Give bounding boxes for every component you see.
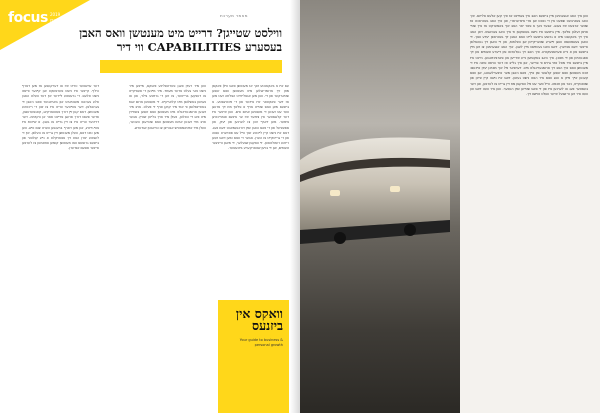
article-column-2 [129,84,206,404]
pull-quote-subtitle: Your guide to business & personal growth [239,338,283,347]
column-text: ווען איך האב אנגעהויבן מיין ביזנעס האב איך געמיינט אז איך קען אלעס אליינס. איך האב געארבעט שפעט אין די נאכט און פרי אינדערפרי, און איך האב געטראכט אז שווער ארבעט איז גענוג. אבער נאך א פאר יאר האב איך באמערקט אז איך שטיי אויפן זעלבן פלאץ. מיין ביזנעס איז נישט געוואקסן ווי איך האב געהאפט. דאן האב איך זיך באקענט מיט א גרופע ביזנעס לייט וואס האבן זיך געטראפן יעדע וואך. זיי האבן געשמועסט וועגן זייערע שוועריקייטן און הצלחות, און זיי האבן זיך געהאלפן איינער דעם אנדערן. דאס האט געטוישט מיין לעבן. איך האב אנגעהויבן צו זען מיין ביזנעס פון א נייע פערספעקטיוו. איך האב זיך געלערנט פון זייערע טעותים און זיך אפגעהיטן פון זיי מאכן. איך האב באקומען נייע אידייען און פארבינדונגען. היינט איז מיין ביזנעס פיר מאל אזוי גרויס ווי פריער, און איך גלייב אז דער הויפט סיבה איז די מענטשן וואס איך האב זיך ארומגערינגלט מיט. דערפאר וויל איך מוטיגן יעדן איינעם: זוכט מענטשן וואס זענען קלוגער פון אייך, וואס האבן מער איבערלעבונג, און וואס קענען אייך ווייזן א וועג וואס איר האט נישט געזען. דאס איז נישט קיין צייכן פון שוואכקייט, נאר פון חכמה. ווייל ווער עס וויל וואקסן מוז זיין גרייט צו לערנען, און דער בעסטער וועג צו לערנען איז פון די וואס שטייען שוין העכער. ווען איר וועט דאס טון וועט איר זען ווי שנעל אייער וועלט טוישט זיך. [470,14,588,97]
page-gutter [290,0,300,413]
right-page [300,0,600,413]
magazine-logo: focus [8,10,48,26]
train-photo [300,0,460,413]
section-label: מאמר מערכת [220,13,248,18]
article-headline: ווילסט שטייגן? דרייט מיט מענטשן וואס האבן בעסערע CAPABILITIES ווי דיר [79,26,282,54]
column-text: דער ערשטער טריט איז צו דערקענען אז מען דארף הילף. קיינער איז נישט פערפעקט און קיינער ווייסט נישט אלעס. די גרעסטע ליידער אין דער וועלט האבן אלע געהאט מענטארס און באראטער וואס האבן זיי געהאלפן. דער צווייטער טריט איז צו זוכן די ריכטיגע מענטשן. דאס קען זיין דורך נעטווארקינג, קאנפערענצן, אדער פשוט דורך פרעגן פריינט פאר אן הקדמה. דער דריטער טריט איז צו זיין גרייט צו געבן. א שייכות איז צוויי-זייטיג, און מען דארף ברענגען ווערט צום טיש. ווען מען טוט דאס, וועלן מענטשן זיין גרייט צו העלפן. אין די לעצטע יארן האט זיך אנטוויקלט א נייע קולטור פון ביזנעס גרופעס וואו מענטשן קומען צוזאמען צו לערנען איינער פונעם אנדערן. [22,84,99,151]
column-text: עס איז א באקאנטע זאך אז מענטשן וואס ווילן וואקסן מוזן זיך ארומרינגלען מיט מענטשן וואס זענען שטארקער פון זיי. ווען מען אנאליזירט הצלחה זעט מען אז דער פאקטאר איז איינער פון די וויכטיגסטע. א ביזנעס מאן וואס שטייט אויף א פלאץ מוז זיך פרעגן ווער עס זענען די מענטשן ארום אים. ווען איינער איז דער קלוגסטער אין צימער איז ער אינעם אומריכטיגן צימער. מען דארף זוכן צו לערנען פון יעדן, און ספעציעל פון די וואס האבן שוין דורכגעמאכט דעם וועג. דאס איז נישט קיין לייכטע זאך ווייל עס פאדערט ענווה און די גרייטקייט צו הערן. אבער די וואס טוען דאס זעען ריזיגע רעזולטאטן. זיי וואקסן שנעלער, זיי מאכן ווייניגער טעותים, און זיי בויען שטארקערע ביזנעסער. [212,84,289,151]
pull-quote-title: וואקס אין ביזנעס [235,306,283,333]
pull-quote-box [218,300,289,413]
headline-highlight [100,60,282,73]
column-text: ווען מיר רעדן וועגן פערזענליכע וואוקס, מיינען מיר נישט נאר געלט אדער מעמד. מיר מיינען די פעאיקייט צו דענקען ברייטער, צו זען די גרויסע בילד, און צו נעמען באשלוסן מיט קלארקייט. די מענטשן ארום אונז באאיינפלוסן ווי אזוי מיר קוקן אויף די וועלט. אויב מיר זענען ארומגערינגלט מיט מענטשן וואס זענען צופרידן מיט וואו זיי האלטן, וועלן מיר אויך בלייבן שטיין. אבער אויב מיר זענען ארום מענטשן וואס שטרעבן העכער, וועלן מיר אויטאמאטיש אנהייבן צו טראכטן אנדערש. [129,84,206,130]
right-page-article [470,14,588,406]
train-illustration [300,120,450,250]
article-column-3 [22,84,99,404]
logo-subtitle: 2019 מגזין [50,12,61,22]
